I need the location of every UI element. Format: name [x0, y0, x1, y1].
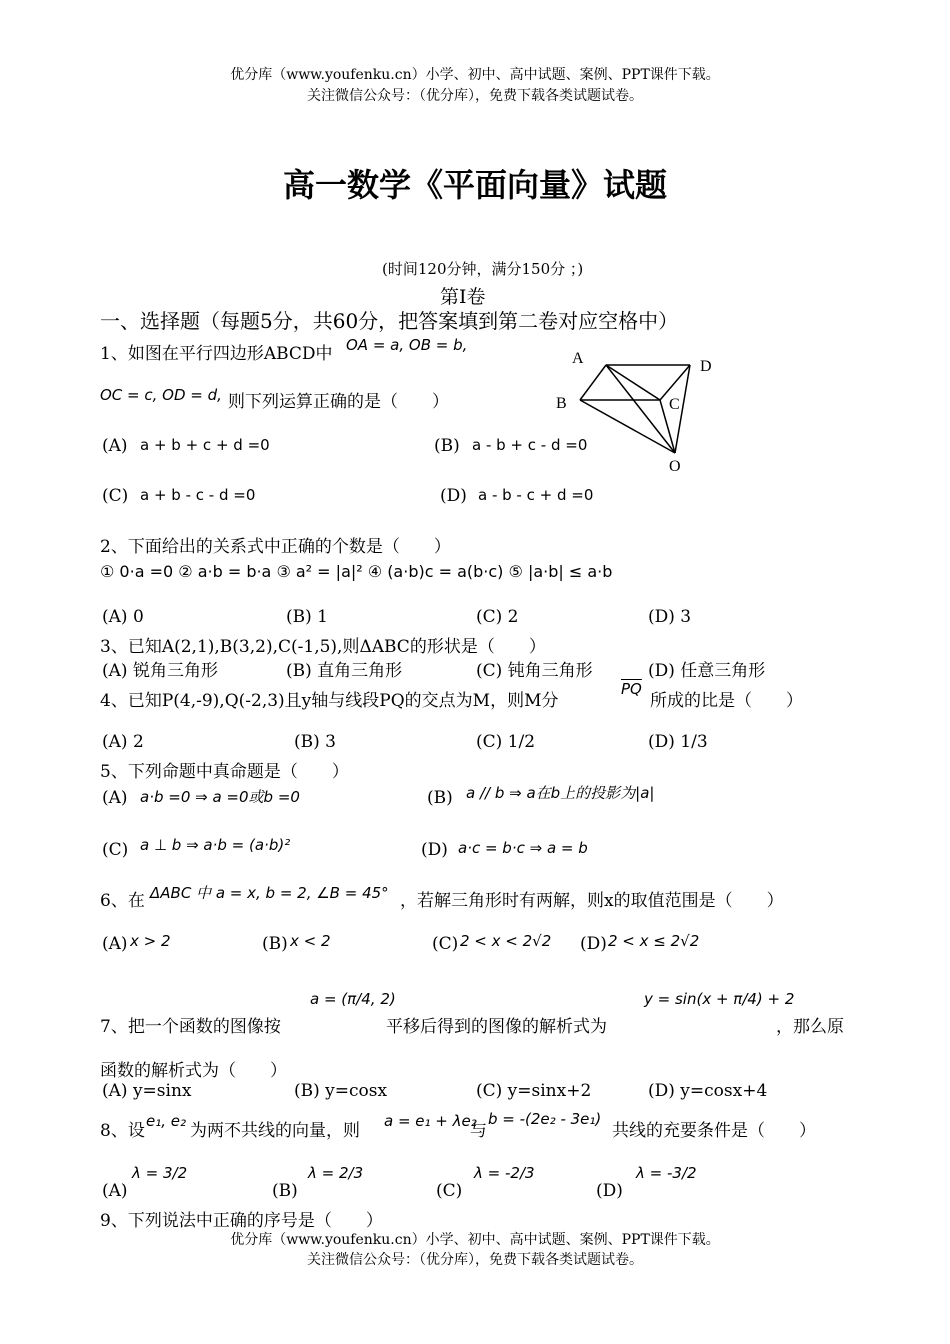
q8-stem-a: 8、设 — [100, 1121, 145, 1141]
q7-stem-d: 函数的解析式为（ ） — [100, 1061, 287, 1081]
section-1-heading: 一、选择题（每题5分，共60分，把答案填到第二卷对应空格中） — [100, 309, 679, 333]
q7-vector: a = (π/4, 2) — [310, 990, 396, 1008]
q8-option-A: λ = 3/2 — [132, 1164, 188, 1182]
q2-option-A: (A) 0 — [102, 607, 144, 627]
q4-option-B: (B) 3 — [294, 732, 336, 752]
q6-condition: ΔABC 中 a = x, b = 2, ∠B = 45° — [150, 884, 389, 902]
q8-option-C: λ = -2/3 — [474, 1164, 535, 1182]
label-D: D — [700, 358, 712, 375]
q3-option-A: (A) 锐角三角形 — [102, 661, 218, 681]
q4-stem-a: 4、已知P(4,-9),Q(-2,3)且y轴与线段PQ的交点为M，则M分 — [100, 691, 559, 711]
q5-option-B: a // b ⇒ a在b上的投影为|a| — [466, 784, 655, 802]
q7-option-C: (C) y=sinx+2 — [476, 1081, 592, 1101]
q6-option-C: 2 < x < 2√2 — [460, 932, 552, 950]
q8-B-label: (B) — [272, 1181, 298, 1201]
q2-stem: 2、下面给出的关系式中正确的个数是（ ） — [100, 537, 451, 557]
q3-option-B: (B) 直角三角形 — [286, 661, 403, 681]
label-B: B — [556, 395, 567, 412]
q7-option-D: (D) y=cosx+4 — [648, 1081, 768, 1101]
label-A: A — [572, 350, 584, 367]
q6-stem-a: 6、在 — [100, 891, 145, 911]
q5-option-C: a ⊥ b ⇒ a·b = (a·b)² — [140, 836, 291, 854]
q1-C-label: (C) — [102, 486, 129, 506]
edge-BO — [580, 400, 675, 453]
q8-C-label: (C) — [436, 1181, 463, 1201]
q5-stem: 5、下列命题中真命题是（ ） — [100, 762, 349, 782]
q7-stem-b: 平移后得到的图像的解析式为 — [386, 1017, 607, 1037]
q7-function: y = sin(x + π/4) + 2 — [644, 990, 795, 1008]
q4-stem-b: 所成的比是（ ） — [650, 691, 803, 711]
q7-stem-c: ，那么原 — [776, 1017, 844, 1037]
label-O: O — [669, 458, 681, 475]
q4-option-D: (D) 1/3 — [648, 732, 708, 752]
q1-option-A: a + b + c + d =0 — [140, 436, 270, 454]
q8-D-label: (D) — [596, 1181, 623, 1201]
volume-label: 第Ⅰ卷 — [440, 286, 486, 308]
q2-option-C: (C) 2 — [476, 607, 519, 627]
time-note: (时间120分钟，满分150分 ；) — [382, 260, 584, 278]
label-C: C — [669, 396, 680, 413]
q6-option-D: 2 < x ≤ 2√2 — [608, 932, 700, 950]
q1-A-label: (A) — [102, 436, 128, 456]
page-title: 高一数学《平面向量》试题 — [282, 166, 667, 204]
q5-option-D: a·c = b·c ⇒ a = b — [458, 839, 588, 857]
q2-option-D: (D) 3 — [648, 607, 692, 627]
footer-line-1: 优分库（www.youfenku.cn）小学、初中、高中试题、案例、PPT课件下载。 — [230, 1232, 720, 1248]
q5-B-label: (B) — [427, 788, 453, 808]
q4-vector: $\overline{PQ}$ — [621, 680, 642, 698]
q5-A-label: (A) — [102, 788, 128, 808]
q6-B-label: (B) — [262, 934, 288, 954]
edge-AB — [580, 365, 606, 400]
q1-vec-2: OC = c, OD = d, — [100, 386, 222, 404]
q8-vectors: e₁, e₂ — [146, 1112, 187, 1130]
q9-stem: 9、下列说法中正确的序号是（ ） — [100, 1211, 383, 1231]
q1-vec-1: OA = a, OB = b, — [346, 336, 468, 354]
q1-option-D: a - b - c + d =0 — [478, 486, 594, 504]
q1-option-C: a + b - c - d =0 — [140, 486, 256, 504]
q5-option-A: a·b =0 ⇒ a =0或b =0 — [140, 788, 300, 806]
q5-D-label: (D) — [421, 840, 448, 860]
diagonal-AC — [606, 365, 660, 400]
q8-expr-2: b = -(2e₂ - 3e₁) — [488, 1110, 602, 1128]
q3-stem: 3、已知A(2,1),B(3,2),C(-1,5),则ΔABC的形状是（ ） — [100, 637, 546, 657]
q8-stem-b: 为两不共线的向量，则 — [190, 1121, 360, 1141]
q1-option-B: a - b + c - d =0 — [472, 436, 588, 454]
parallelogram-figure — [550, 345, 730, 480]
q6-stem-b: ，若解三角形时有两解，则x的取值范围是（ ） — [400, 891, 784, 911]
q6-D-label: (D) — [580, 934, 607, 954]
footer-line-2: 关注微信公众号：（优分库），免费下载各类试题试卷。 — [307, 1252, 643, 1268]
q8-option-D: λ = -3/2 — [636, 1164, 697, 1182]
q4-option-A: (A) 2 — [102, 732, 144, 752]
q8-option-B: λ = 2/3 — [308, 1164, 364, 1182]
q3-option-C: (C) 钝角三角形 — [476, 661, 593, 681]
q7-stem-a: 7、把一个函数的图像按 — [100, 1017, 281, 1037]
q6-A-label: (A) — [102, 934, 128, 954]
q1-stem-b: 则下列运算正确的是（ ） — [228, 392, 449, 412]
q1-B-label: (B) — [434, 436, 460, 456]
q4-option-C: (C) 1/2 — [476, 732, 536, 752]
q8-stem-c: 与 — [470, 1121, 487, 1141]
q1-stem-a: 1、如图在平行四边形ABCD中 — [100, 344, 333, 364]
edge-AO — [606, 365, 675, 453]
q8-stem-d: 共线的充要条件是（ ） — [612, 1121, 816, 1141]
q1-D-label: (D) — [440, 486, 467, 506]
q6-option-A: x > 2 — [130, 932, 171, 950]
q6-C-label: (C) — [432, 934, 459, 954]
q7-option-A: (A) y=sinx — [102, 1081, 192, 1101]
header-line-1: 优分库（www.youfenku.cn）小学、初中、高中试题、案例、PPT课件下载。 — [230, 67, 720, 83]
q2-items: ① 0·a =0 ② a·b = b·a ③ a² = |a|² ④ (a·b)c = a(b·c) ⑤ |a·b| ≤ a·b — [100, 562, 613, 581]
header-line-2: 关注微信公众号：（优分库），免费下载各类试题试卷。 — [307, 88, 643, 104]
q6-option-B: x < 2 — [290, 932, 331, 950]
q3-option-D: (D) 任意三角形 — [648, 661, 766, 681]
q5-C-label: (C) — [102, 840, 129, 860]
q7-option-B: (B) y=cosx — [294, 1081, 388, 1101]
q2-option-B: (B) 1 — [286, 607, 328, 627]
q8-expr-1: a = e₁ + λe₂ — [384, 1112, 477, 1130]
q8-A-label: (A) — [102, 1181, 128, 1201]
